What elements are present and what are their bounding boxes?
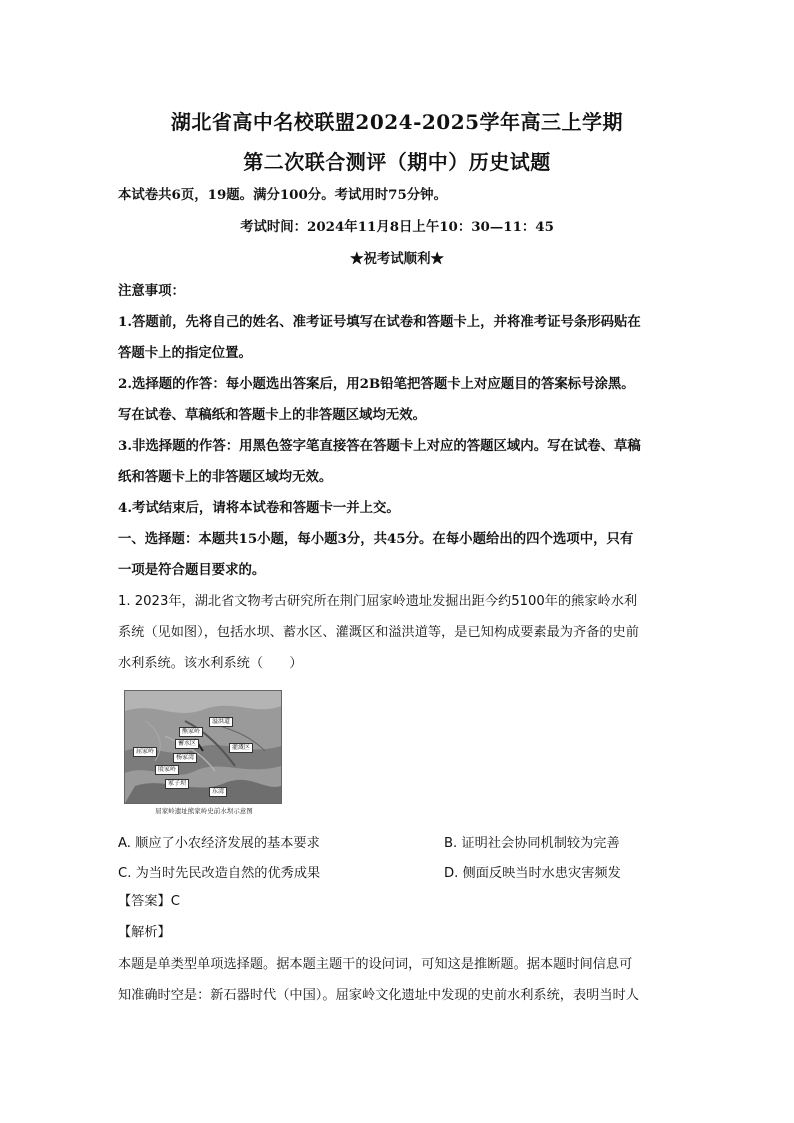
exam-subtitle: 第二次联合测评（期中）历史试题 <box>243 150 551 174</box>
exam-title: 湖北省高中名校联盟2024-2025学年高三上学期 <box>170 110 624 134</box>
note-2-line-2: 写在试卷、草稿纸和答题卡上的非答题区域均无效。 <box>118 407 426 423</box>
section-heading-line-1: 一、选择题：本题共15小题，每小题3分，共45分。在每小题给出的四个选项中，只有 <box>118 531 634 547</box>
question-1-stem-line-1: 1. 2023年，湖北省文物考古研究所在荆门屈家岭遗址发掘出距今约5100年的熊家岭水利 <box>118 594 638 609</box>
answer-label: 【答案】C <box>118 894 180 909</box>
map-label-reservoir: 蓄水区 <box>175 739 199 749</box>
notes-heading: 注意事项： <box>118 283 185 299</box>
note-2-line-1: 2.选择题的作答：每小题选出答案后，用2B铅笔把答题卡上对应题目的答案标号涂黑。 <box>118 376 635 392</box>
question-1-stem-line-2: 系统（见如图），包括水坝、蓄水区、灌溉区和溢洪道等，是已知构成要素最为齐备的史前 <box>118 625 639 640</box>
dam-site-map <box>124 690 282 804</box>
note-1-line-1: 1.答题前，先将自己的姓名、准考证号填写在试卷和答题卡上，并将准考证号条形码贴在 <box>118 314 641 330</box>
map-label-dongwan: 东湾 <box>209 787 227 797</box>
map-caption: 屈家岭遗址熊家岭史前水坝示意图 <box>155 807 253 815</box>
note-4: 4.考试结束后，请将本试卷和答题卡一并上交。 <box>118 500 400 516</box>
exam-info: 本试卷共6页，19题。满分100分。考试用时75分钟。 <box>118 187 447 203</box>
analysis-line-2: 知准确时空是：新石器时代（中国）。屈家岭文化遗址中发现的史前水利系统，表明当时人 <box>118 988 639 1003</box>
good-luck-note: ★祝考试顺利★ <box>350 251 444 267</box>
question-1-stem-line-3: 水利系统。该水利系统（ ） <box>118 656 303 671</box>
map-label-yinjialing: 殷家岭 <box>155 765 179 775</box>
map-label-spillway: 溢洪道 <box>209 717 233 727</box>
map-label-zhongziba: 冢子坝 <box>165 779 189 789</box>
map-label-irrigation-area: 灌溉区 <box>229 743 253 753</box>
section-heading-line-2: 一项是符合题目要求的。 <box>118 562 266 578</box>
option-b: B. 证明社会协同机制较为完善 <box>444 836 620 851</box>
option-a: A. 顺应了小农经济发展的基本要求 <box>118 836 320 851</box>
note-1-line-2: 答题卡上的指定位置。 <box>118 345 252 361</box>
exam-time: 考试时间：2024年11月8日上午10：30—11：45 <box>240 219 554 235</box>
option-c: C. 为当时先民改造自然的优秀成果 <box>118 866 321 881</box>
option-d: D. 侧面反映当时水患灾害频发 <box>444 866 621 881</box>
map-label-qujialing: 屈家岭 <box>133 747 157 757</box>
note-3-line-1: 3.非选择题的作答：用黑色签字笔直接答在答题卡上对应的答题区域内。写在试卷、草稿 <box>118 438 641 454</box>
map-label-xiongjialing: 熊家岭 <box>179 727 203 737</box>
note-3-line-2: 纸和答题卡上的非答题区域均无效。 <box>118 469 333 485</box>
analysis-line-1: 本题是单类型单项选择题。据本题主题干的设问词，可知这是推断题。据本题时间信息可 <box>118 957 633 972</box>
map-label-yangjiawan: 杨家湾 <box>173 753 197 763</box>
analysis-heading: 【解析】 <box>118 925 171 940</box>
